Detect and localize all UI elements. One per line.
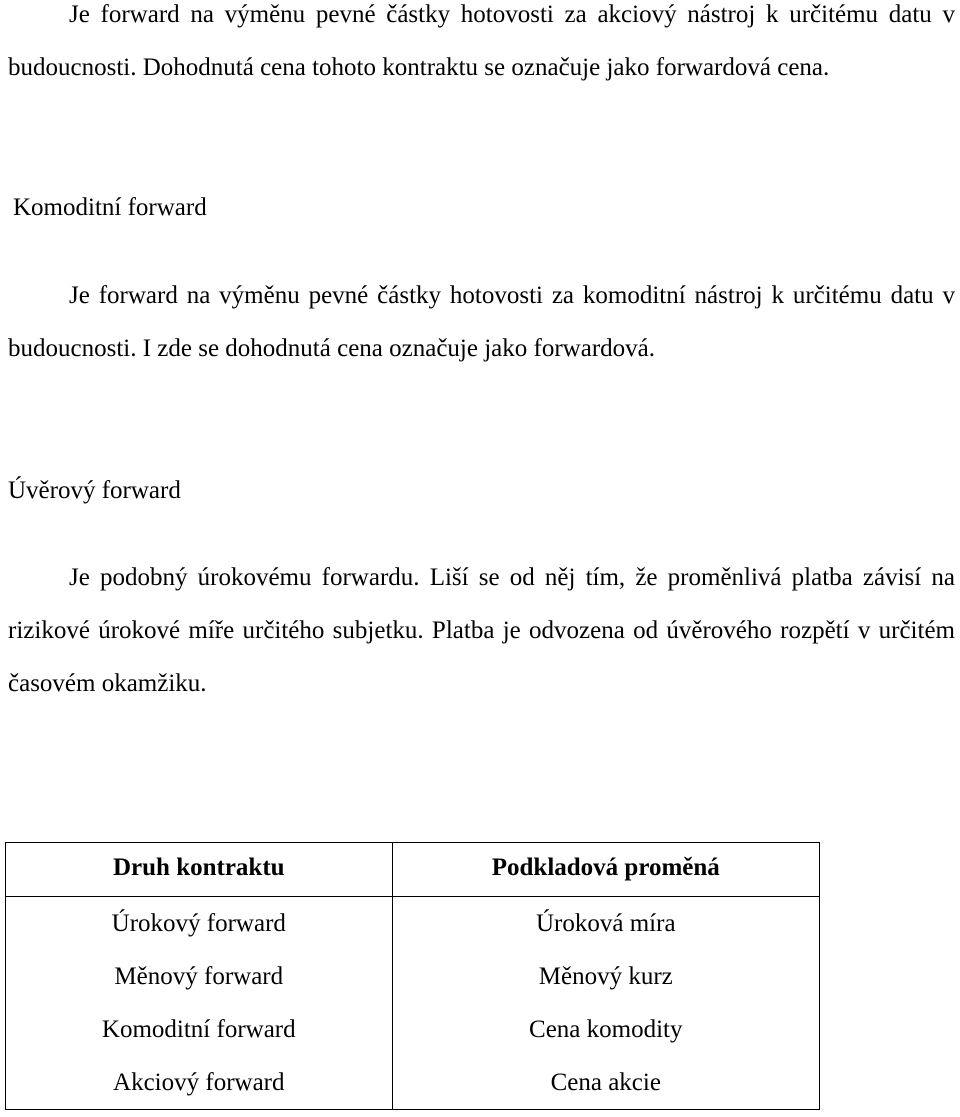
table-cell-underlying: Úroková míra [392, 897, 819, 951]
table-cell-contract: Úrokový forward [6, 897, 393, 951]
table-cell-underlying: Cena komodity [392, 1003, 819, 1056]
table-row [6, 897, 820, 951]
equity-forward-paragraph: Je forward na výměnu pevné částky hotovosti za akciový nástroj k určitému datu v budoucnosti. Dohodnutá cena tohoto kontraktu se označuje jako forwardová cena. [8, 1, 955, 81]
table-row [6, 950, 820, 1003]
table-row [6, 1056, 820, 1110]
commodity-forward-paragraph: Je forward na výměnu pevné částky hotovosti za komoditní nástroj k určitému datu v budoucnosti. I zde se dohodnutá cena označuje jako forwardová. [8, 282, 955, 362]
table-cell-underlying: Cena akcie [392, 1056, 819, 1110]
table-cell-contract: Komoditní forward [6, 1003, 393, 1056]
credit-forward-paragraph: Je podobný úrokovému forwardu. Liší se od něj tím, že proměnlivá platba závisí na rizikové úrokové míře určitého subjetku. Platba je odvozena od úvěrového rozpětí v určitém časovém okamžiku. [8, 564, 955, 697]
table-header-row [6, 843, 820, 897]
contract-types-table [5, 842, 820, 1110]
commodity-forward-heading: Komoditní forward [13, 194, 207, 221]
column-header-contract-type: Druh kontraktu [6, 843, 393, 897]
table-row [6, 1003, 820, 1056]
table-cell-contract: Akciový forward [6, 1056, 393, 1110]
table-cell-underlying: Měnový kurz [392, 950, 819, 1003]
column-header-underlying: Podkladová proměná [392, 843, 819, 897]
credit-forward-heading: Úvěrový forward [8, 477, 181, 504]
table-cell-contract: Měnový forward [6, 950, 393, 1003]
